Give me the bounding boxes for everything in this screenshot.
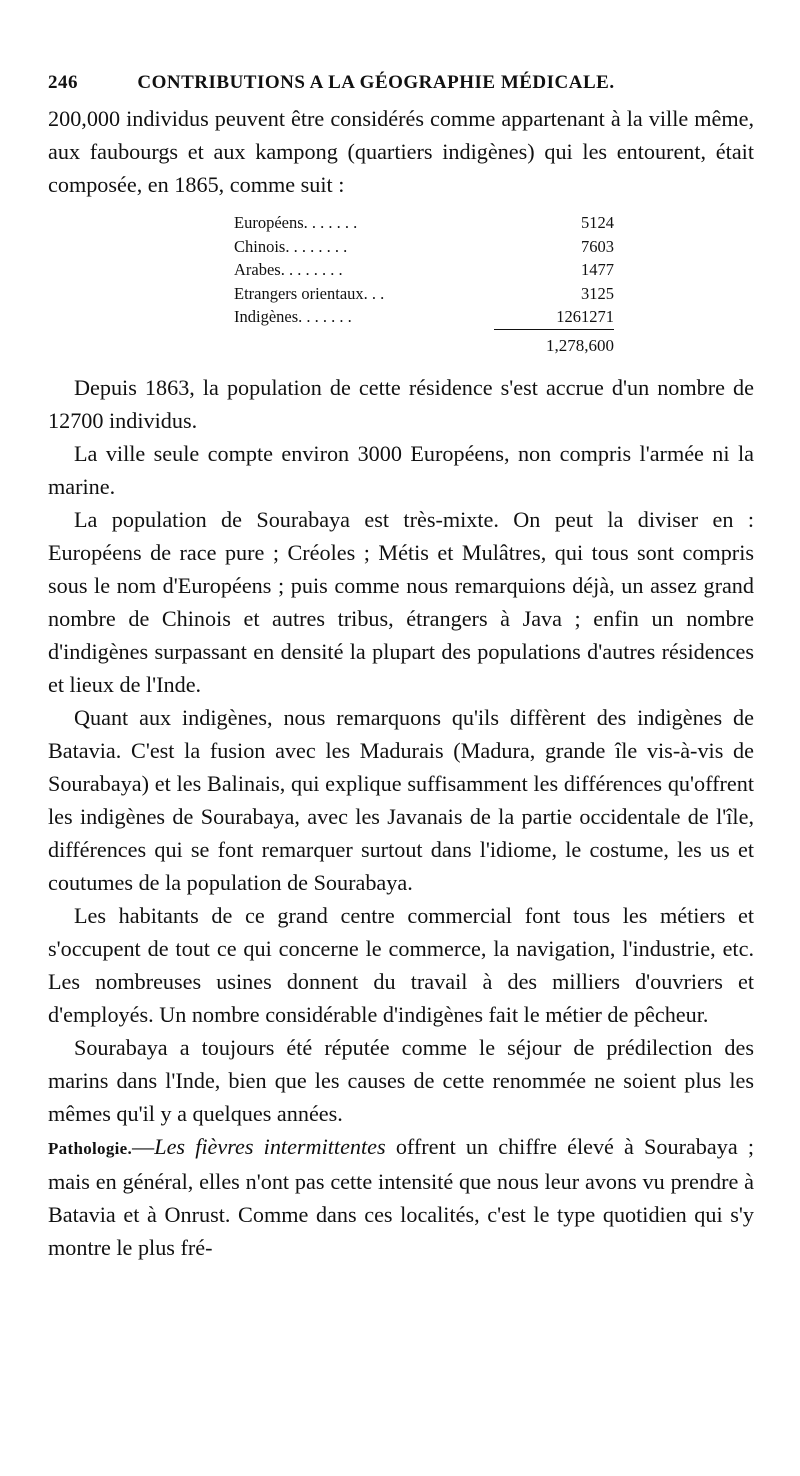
table-row xyxy=(234,258,614,282)
total-row xyxy=(234,329,614,358)
row-label: Chinois. . . . . . . . xyxy=(234,236,348,256)
row-value: 1261271 xyxy=(556,307,614,326)
paragraph-population-mix: La population de Sourabaya est très-mixte. On peut la diviser en : Européens de race pure ; Créoles ; Métis et Mulâtres, qui tous sont compris sous le nom d'Européens ; puis comme nous remarquions déjà, un assez grand nombre de Chinois et autres tribus, étrangers à Java ; enfin un nombre d'indigènes surpassant en densité la plupart des populations d'autres résidences et lieux de l'Inde. xyxy=(48,507,754,697)
pathology-rubric: Pathologie. xyxy=(48,1139,133,1158)
pathology-emphasis: Les fièvres intermittentes xyxy=(154,1134,386,1159)
table-row xyxy=(234,211,614,235)
row-value: 1477 xyxy=(581,260,614,279)
pathology-text: offrent un chiffre élevé à Sourabaya ; mais en général, elles n'ont pas cette intensité que nous leur avons vu prendre à Batavia et à Onrust. Comme dans ces localités, c'est le type quotidien qui s'y montre le plus fré- xyxy=(48,1134,754,1260)
row-value: 5124 xyxy=(581,213,614,232)
paragraph-europeans: La ville seule compte environ 3000 Européens, non compris l'armée ni la marine. xyxy=(48,441,754,499)
paragraph-pathology xyxy=(48,1130,754,1264)
paragraph-indigenes: Quant aux indigènes, nous remarquons qu'ils diffèrent des indigènes de Batavia. C'est la fusion avec les Madurais (Madura, grande île vis-à-vis de Sourabaya) et les Balinais, qui explique suffisamment les différences qu'offrent les indigènes de Sourabaya, avec les Javanais de la partie occidentale de l'île, différences qui se font remarquer surtout dans l'idiome, le costume, les us et coutumes de la population de Sourabaya. xyxy=(48,705,754,895)
table-row xyxy=(234,282,614,306)
running-title: CONTRIBUTIONS A LA GÉOGRAPHIE MÉDICALE. xyxy=(137,72,615,93)
row-label: Arabes. . . . . . . . xyxy=(234,260,343,279)
row-label: Européens. . . . . . . xyxy=(234,213,358,232)
table-row xyxy=(234,305,614,329)
page-number: 246 xyxy=(48,72,78,93)
paragraph-growth: Depuis 1863, la population de cette résidence s'est accrue d'un nombre de 12700 individus. xyxy=(48,375,754,433)
paragraph-sailors: Sourabaya a toujours été réputée comme le séjour de prédilection des marins dans l'Inde, bien que les causes de cette renommée ne soient plus les mêmes qu'il y a quelques années. xyxy=(48,1035,754,1126)
population-table xyxy=(234,211,614,357)
table-total: 1,278,600 xyxy=(494,329,614,358)
row-value: 7603 xyxy=(581,236,614,256)
pathology-dash: — xyxy=(132,1134,155,1159)
row-label: Indigènes. . . . . . . xyxy=(234,307,352,326)
row-value: 3125 xyxy=(581,283,614,303)
running-head xyxy=(48,72,754,94)
intro-paragraph: 200,000 individus peuvent être considérés comme appartenant à la ville même, aux faubourgs et aux kampong (quartiers indigènes) qui les entourent, était composée, en 1865, comme suit : xyxy=(48,106,754,197)
table-row xyxy=(234,235,614,259)
row-label: Etrangers orientaux. . . xyxy=(234,283,385,303)
paragraph-trades: Les habitants de ce grand centre commercial font tous les métiers et s'occupent de tout ce qui concerne le commerce, la navigation, l'industrie, etc. Les nombreuses usines donnent du travail à des milliers d'ouvriers et d'employés. Un nombre considérable d'indigènes fait le métier de pêcheur. xyxy=(48,903,754,1027)
